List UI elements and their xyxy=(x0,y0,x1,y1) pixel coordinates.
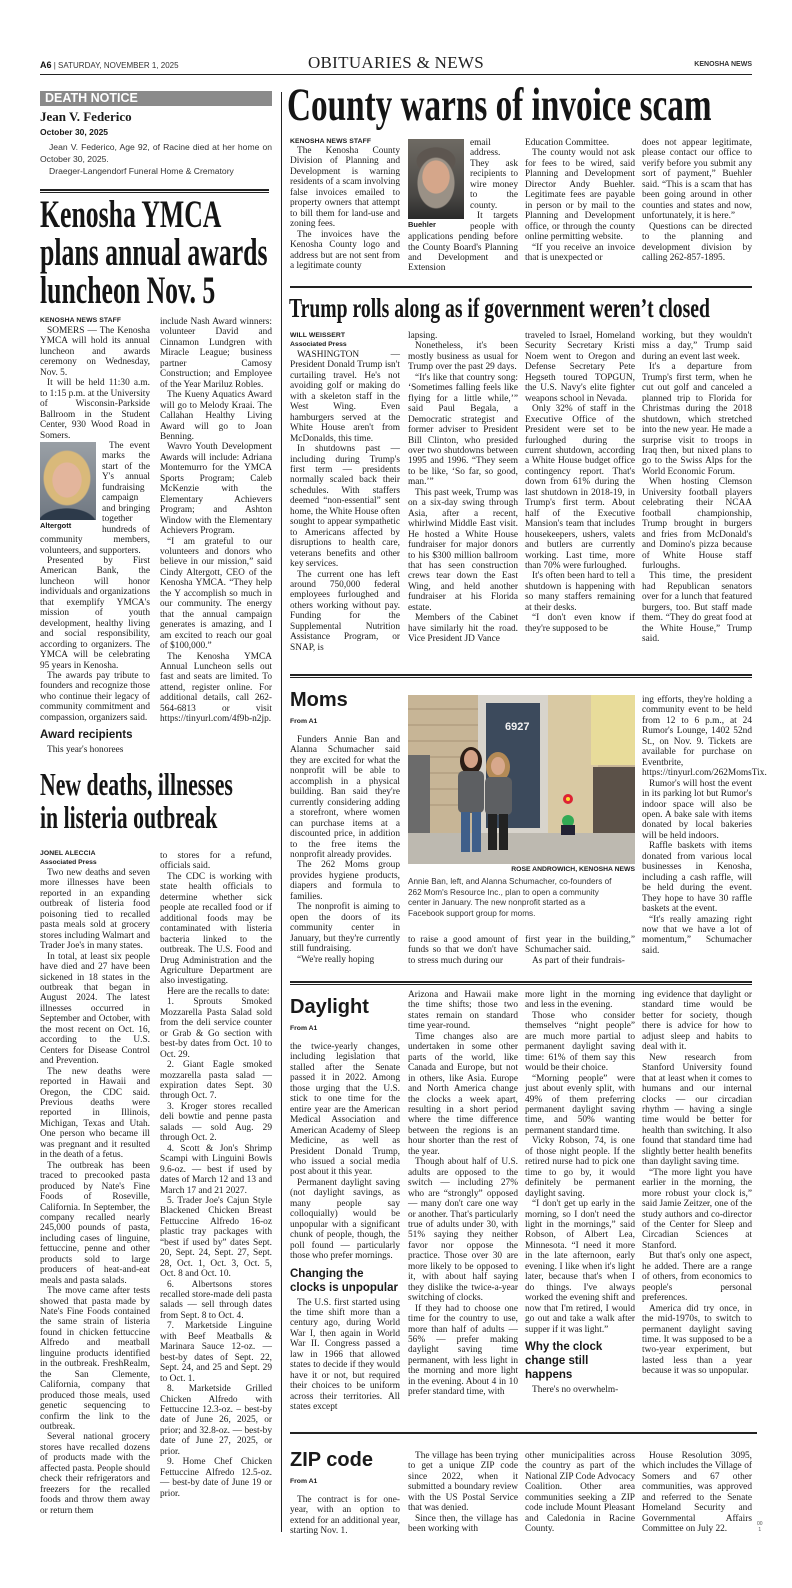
paragraph: 2. Giant Eagle smoked mozzarella pasta salad — expiration dates Sept. 30 through Oct. 7. xyxy=(160,1060,272,1102)
news-agency: Associated Press xyxy=(290,341,347,348)
text-column xyxy=(408,990,518,1416)
paragraph: It's a departure from Trump's first term, when he cut out golf and canceled a planned trip to Florida for Christmas during the 2018 shutdown, which stretched into the new year. He made a surprise visit to troops in Iraq then, but nixed plans to go to the Swiss Alps for the World Economic Forum. xyxy=(642,362,752,477)
paragraph: 7. Marketside Linguine with Beef Meatballs & Marinara Sauce 12-oz. — best-by dates of Sept. 22, Sept. 24, and 25 and Sept. 29 to Oct. 1. xyxy=(160,1321,272,1384)
paragraph: 4. Scott & Jon's Shrimp Scampi with Linguini Bowls 9.6-oz. — best if used by dates of March 12 and 13 and March 17 and 21 2027. xyxy=(160,1143,272,1196)
paragraph: Nonetheless, it's been mostly business as usual for Trump over the past 29 days. xyxy=(408,341,518,373)
paragraph: include Nash Award winners: volunteer David and Cinnamon Lundgren with Miracle League; business partner Camosy Construction; and Employee of the Year Mariluz Robles. xyxy=(160,317,272,390)
news-agency: Associated Press xyxy=(40,859,97,866)
page-folio: A6 | SATURDAY, NOVEMBER 1, 2025 xyxy=(40,60,179,70)
paragraph: does not appear legitimate, please contact our office to verify before you submit any sort of payment,” Buehler said. “This is a scam that has been going around in other counties and states and now, unfortunately, it is here.” xyxy=(642,138,752,222)
paragraph: The contract is for one-year, with an option to extend for an additional year, starting Nov. 1. xyxy=(290,1495,400,1537)
byline: WILL WEISSERT xyxy=(290,332,346,339)
jump-heading[interactable]: Moms xyxy=(290,689,348,711)
photo-caption: Buehler xyxy=(408,220,436,229)
paragraph: The current one has left around 750,000 federal employees furloughed and others working without pay. Funding for the Supplemental Nutrition Assistance Program, or SNAP, is xyxy=(290,569,400,653)
paragraph: New research from Stanford University found that at least when it comes to humans and our internal clocks — our circadian rhythm — having a single time would be better for health than switching. It also found that standard time had slightly better health benefits than daylight saving time. xyxy=(642,1052,752,1168)
paragraph: WASHINGTON — President Donald Trump isn't curtailing travel. He's not avoiding golf or making do with a skeleton staff in the West Wing. Even hamburgers served at the White House aren't from McDonalds, this time. xyxy=(290,350,400,444)
paragraph: The nonprofit is aiming to open the doors of its community center in January, but they're currently still fundraising. xyxy=(290,902,400,955)
paragraph: Education Committee. xyxy=(525,138,610,148)
paragraph: If they had to choose one time for the country to use, more than half of adults — 56% — prefer making daylight saving time permanent, with less light in the morning and more light in the evening. About 4 in 10 prefer standard time, with xyxy=(408,1303,518,1398)
paragraph: other municipalities across the country as part of the National ZIP Code Advocacy Coalition. Other area communities seeking a ZIP code include Mount Pleasant and Caledonia in Racine County. xyxy=(525,1451,635,1535)
page-code-line: 1 xyxy=(758,1527,762,1533)
jump-heading[interactable]: ZIP code xyxy=(290,1449,373,1471)
newspaper-name: KENOSHA NEWS xyxy=(694,61,752,68)
paragraph: SOMERS — The Kenosha YMCA will hold its annual luncheon and awards ceremony on Wednesday, Nov. 5. xyxy=(40,326,150,378)
paragraph: Time changes also are undertaken in some other parts of the world, like Canada and Europe, but not in others, like Asia. Europe and North America change the clocks a week apart, resulting in a short period where the time difference between the regions is an hour shorter than the rest of the year. xyxy=(408,1031,518,1157)
paragraph: Vicky Robson, 74, is one of those night people. If the retired nurse had to pick one time to go by, it would definitely be permanent daylight saving. xyxy=(525,1136,635,1199)
paragraph: The outbreak has been traced to precooked pasta produced by Nate's Fine Foods of Roseville, California. In September, the company recalled nearly 245,000 pounds of pasta, including cases of linguine, fettuccine, penne and other products sold to large producers of heat-and-eat meals and pasta salads. xyxy=(40,1160,150,1286)
header-rule xyxy=(40,74,752,75)
paragraph: more light in the morning and less in the evening. xyxy=(525,990,635,1011)
text-column xyxy=(40,849,150,1533)
paragraph: Permanent daylight saving (not daylight savings, as many people say colloquially) would be unpopular with a significant chunk of people, though, the poll found — particularly those who prefer mornings. xyxy=(290,1177,400,1262)
subhead: Why the clock change still happens xyxy=(525,1340,603,1381)
obituary-text xyxy=(40,141,272,177)
paragraph: The Kenosha YMCA Annual Luncheon sells out fast and seats are limited. To attend, register online. For additional details, call 262-564-6813 or visit https://tinyurl.com/4f9b-n2jp. xyxy=(160,651,272,725)
paragraph: working, but they wouldn't miss a day,” Trump said during an event last week. xyxy=(642,331,752,362)
paragraph: America did try once, in the mid-1970s, to switch to permanent daylight saving time. It was supposed to be a two-year experiment, but lasted less than a year because it was so unpopular. xyxy=(642,1303,752,1377)
paragraph: traveled to Israel, Homeland Security Secretary Kristi Noem went to Oregon and Defense Secretary Pete Hegseth toured TOPGUN, the U.S. Navy's elite fighter weapons school in Nevada. xyxy=(525,331,635,404)
paragraph: Those who consider themselves “night people” are much more partial to permanent daylight saving time: 61% of them say this would be their choice. xyxy=(525,1010,635,1074)
text-column xyxy=(525,138,635,284)
photo-figure xyxy=(40,442,96,531)
paragraph: “If you receive an invoice that is unexpected or xyxy=(525,242,635,263)
text-column xyxy=(290,993,400,1417)
byline: KENOSHA NEWS STAFF xyxy=(290,138,372,145)
text-column xyxy=(525,935,635,975)
page-code-line: 00 xyxy=(757,1521,763,1527)
photo-caption: Annie Ban, left, and Alanna Schumacher, co-founders of 262 Mom's Resource Inc., plan to open a community center in January. The new nonprofit started as a Facebook support group for moms. xyxy=(408,877,612,918)
section-rule xyxy=(290,1432,757,1434)
paragraph: 9. Home Chef Chicken Fettuccine Alfredo 12.5-oz. — best-by date of June 19 or prior. xyxy=(160,1457,272,1499)
paragraph: Funders Annie Ban and Alanna Schumacher said they are excited for what the nonprofit will be able to accomplish in a physical building. Ban said they're currently considering adding a storefront, where women can purchase items at a discounted price, in addition to the free items the nonprofit already provides. xyxy=(290,735,400,860)
paragraph: “I don't get up early in the morning, so I don't need the light in the mornings,” said Robson, of Albert Lea, Minnesota. “I need it more in the late afternoon, early evening. I like when it's light later, because that's when I do things. I've always worked the evening shift and now that I'm retired, I would go out and take a walk after supper if it was light.” xyxy=(525,1199,635,1335)
headline-line: in listeria outbreak xyxy=(40,799,218,835)
paragraph: 8. Marketside Grilled Chicken Alfredo with Fettuccine 12.3-oz. – best-by date of June 26, 2025, or prior; and 32.8-oz. — best-by date of June 27, 2025, or prior. xyxy=(160,1384,272,1457)
text-column xyxy=(408,1451,518,1535)
paragraph: “Morning people” were just about evenly split, with 49% of them preferring permanent daylight saving time, and 50% wanting permanent standard time. xyxy=(525,1073,635,1136)
paragraph: Raffle baskets with items donated from various local businesses in Kenosha, including a cash raffle, will be held during the event. They hope to have 30 raffle baskets at the event. xyxy=(642,841,752,915)
funeral-home: Draeger-Langendorf Funeral Home & Crematory xyxy=(49,166,234,176)
text-column xyxy=(408,138,518,284)
portrait-buehler-photo xyxy=(408,139,464,219)
paragraph: 1. Sprouts Smoked Mozzarella Pasta Salad sold from the deli service counter or Grab & Go section with best-by dates from Oct. 10 to Oct. 29. xyxy=(160,997,272,1060)
paragraph: “It's really amazing right now that we have a lot of momentum,” Schumacher said. xyxy=(642,914,752,956)
paragraph: “I am grateful to our volunteers and donors who believe in our mission,” said Cindy Altergott, CEO of the Kenosha YMCA. “They help the Y accomplish so much in our community. The energy that the annual campaign generates is amazing, and I am excited to reach our goal of $100,000.” xyxy=(160,536,272,652)
paragraph: “I don't even know if they're supposed to be xyxy=(525,613,635,634)
text-column xyxy=(642,138,752,284)
byline: JONEL ALECCIA xyxy=(40,850,96,857)
jump-heading[interactable]: Daylight xyxy=(290,996,369,1018)
paragraph: In total, at least six people have died and 27 have been sickened in 18 states in the outbreak that began in August 2024. The latest illnesses occurred in September and October, with the most recent on Oct. 16, according to the U.S. Centers for Disease Control and Prevention. xyxy=(40,951,150,1067)
paragraph: It will be held 11:30 a.m. to 1:15 p.m. at the University of Wisconsin-Parkside Ballroom in the Student Center, 930 Wood Road in Somers. xyxy=(40,378,150,441)
headline-trump[interactable]: Trump rolls along as if government weren’t closed xyxy=(289,293,710,323)
page-code xyxy=(757,1521,763,1533)
subhead: Changing the clocks is unpopular xyxy=(290,1267,398,1294)
text-column xyxy=(525,1451,635,1535)
paragraph: In shutdowns past — including during Trump's first term — presidents normally scaled back their schedules. With staffers deemed “non-essential” sent home, the White House often sought to appear sympathetic to Americans affected by disruptions to health care, veterans benefits and other key services. xyxy=(290,444,400,570)
text-column xyxy=(160,317,272,725)
text-column xyxy=(290,137,400,283)
paragraph: As part of their fundrais- xyxy=(532,955,625,966)
paragraph: Questions can be directed to the planning and development division by calling 262-857-1895. xyxy=(642,221,752,263)
paragraph: ing evidence that daylight or standard time would be better for society, though there is advice for how to adjust sleep and habits to deal with it. xyxy=(642,990,752,1053)
section-title: OBITUARIES & NEWS xyxy=(307,53,485,72)
paragraph: When hosting Clemson University football players celebrating their NCAA football championship, Trump brought in burgers and fries from McDonald's and Domino's pizza because of White House staff furloughs. xyxy=(642,477,752,571)
paragraph: Presented by First American Bank, the luncheon will honor individuals and organizations that exemplify YMCA's mission of youth development, healthy living and social responsibility, according to organizers. The YMCA will be celebrating 95 years in Kenosha. xyxy=(40,555,150,671)
obituary-name: Jean V. Federico xyxy=(40,109,132,124)
paragraph: The Kueny Aquatics Award will go to Melody Kraai. The Callahan Healthy Living Award will go to Joan Benning. xyxy=(160,390,272,442)
headline-line: luncheon Nov. 5 xyxy=(40,269,216,312)
text-column xyxy=(525,990,635,1416)
headline-county[interactable]: County warns of invoice scam xyxy=(287,79,712,131)
text-column xyxy=(642,1451,752,1535)
paragraph: Two new deaths and seven more illnesses have been reported in an expanding outbreak of listeria food poisoning tied to recalled pasta meals sold at grocery stores including Walmart and Trader Joe's in many states. xyxy=(40,868,150,952)
door-number: 6927 xyxy=(505,721,530,733)
subhead: Award recipients xyxy=(40,729,133,742)
paragraph: 5. Trader Joe's Cajun Style Blackened Chicken Breast Fettuccine Alfredo 16-oz plastic tray packages with “best if used by” dates Sept. 20, Sept. 24, Sept. 27, Sept. 28, Oct. 1, Oct. 3, Oct. 5, Oct. 8 and Oct. 10. xyxy=(160,1195,272,1280)
paragraph: Several national grocery stores have recalled dozens of products made with the affected pasta. People should check their refrigerators and freezers for the recalled foods and throw them away or return them xyxy=(40,1432,150,1516)
paragraph: The move came after tests showed that pasta made by Nate's Fine Foods contained the same strain of listeria found in chicken fettuccine Alfredo and meatball linguine products identified in the outbreak. FreshRealm, the San Clemente, California, company that produced those meals, used genetic sequencing to confirm the link to the outbreak. xyxy=(40,1286,150,1433)
paragraph: The CDC is working with state health officials to determine whether sick people ate recalled food or if additional foods may be contaminated with listeria bacteria linked to the outbreak. The U.S. Food and Drug Administration and the Agriculture Department are also investigating. xyxy=(160,871,272,987)
paragraph: “The more light you have earlier in the morning, the more robust your clock is,” said Jamie Zeitzer, one of the study authors and co-director of the Center for Sleep and Circadian Sciences at Stanford. xyxy=(642,1167,752,1251)
paragraph: the twice-yearly changes, including legislation that stalled after the Senate passed it in 2022. Among those urging that the U.S. stick to one time for the entire year are the American Medical Association and American Academy of Sleep Medicine, as well as President Donald Trump, who issued a social media post about it this year. xyxy=(290,1042,400,1178)
headline-ymca[interactable] xyxy=(40,193,268,312)
obituary-body: Jean V. Federico, Age 92, of Racine died at her home on October 30, 2025. xyxy=(40,142,272,164)
photo-figure xyxy=(408,139,464,230)
paragraph: The 262 Moms group provides hygiene products, diapers and formula to families. xyxy=(290,860,400,902)
paragraph: The event marks the start of the Y's annual fundraising campaign and bringing together hundreds of community members, volunteers, and supporters. xyxy=(40,440,150,556)
storefront-photo xyxy=(408,695,635,864)
death-notice-label: DEATH NOTICE xyxy=(40,91,272,106)
paragraph: “We're really hoping xyxy=(297,954,375,965)
text-column xyxy=(160,851,272,1535)
paragraph: The village has been trying to get a unique ZIP code since 2022, when it submitted a boundary review with the US Postal Service that was denied. xyxy=(408,1451,518,1514)
jump-line: From A1 xyxy=(290,1478,318,1485)
headline-listeria[interactable] xyxy=(40,768,233,834)
byline: KENOSHA NEWS STAFF xyxy=(40,317,122,324)
portrait-altergott-photo xyxy=(40,442,96,520)
paragraph: Rumor's will host the event in its parking lot but Rumor's indoor space will also be open. A bake sale with items donated by local bakeries will be held indoors. xyxy=(642,778,752,841)
text-column xyxy=(642,695,767,975)
column-divider xyxy=(281,92,282,1532)
paragraph: The new deaths were reported in Hawaii and Oregon, the CDC said. Previous deaths were reported in Illinois, Michigan, Texas and Utah. One person who became ill was pregnant and it resulted in the death of a fetus. xyxy=(40,1066,150,1161)
paragraph: first year in the building,” Schumacher said. xyxy=(525,935,635,956)
section-rule xyxy=(290,674,752,678)
section-rule xyxy=(290,981,752,985)
paragraph: to stores for a refund, officials said. xyxy=(160,851,272,872)
paragraph: The awards pay tribute to founders and recognize those who continue their legacy of community commitment and compassion, organizers said. xyxy=(40,670,150,723)
text-column xyxy=(642,990,752,1416)
paragraph: 3. Kroger stores recalled deli bowtie and penne pasta salads — sold Aug. 29 through Oct. 2. xyxy=(160,1101,272,1144)
obituary-date: October 30, 2025 xyxy=(40,127,109,137)
paragraph: to raise a good amount of funds so that we don't have to stress much during our xyxy=(408,935,518,966)
jump-line: From A1 xyxy=(290,1025,318,1032)
paragraph: Here are the recalls to date: xyxy=(167,986,270,997)
paragraph: House Resolution 3095, which includes the Village of Somers and 67 other communities, was approved and referred to the Senate Homeland Security and Governmental Affairs Committee on July 22. xyxy=(642,1451,752,1535)
paragraph: It targets people with applications pending before the County Board's Planning and Development and Extension xyxy=(408,211,518,274)
paragraph: The U.S. first started using the time shift more than a century ago, during World War I, then again in World War II. Congress passed a law in 1966 that allowed states to decide if they would have it or not, but required their choices to be uniform across their territories. All states except xyxy=(290,1297,400,1413)
jump-line: From A1 xyxy=(290,718,318,725)
paragraph: This past week, Trump was on a six-day swing through Asia, after a recent, whirlwind Middle East visit. He hosted a White House fundraiser for major donors to his $300 million ballroom that has seen construction crews tear down the East Wing, and held another fundraiser at his Florida estate. xyxy=(408,487,518,613)
text-column xyxy=(525,331,635,657)
paragraph: ing efforts, they're holding a community event to be held from 12 to 6 p.m., at 24 Rumor's Lounge, 1402 52nd St., on Nov. 9. Tickets are available for purchase on Eventbrite, https://tinyurl.com/262MomsTix. xyxy=(642,695,767,779)
headline-line: plans annual awards xyxy=(40,231,268,274)
headline-line: Kenosha YMCA xyxy=(40,193,222,236)
photo-caption: Altergott xyxy=(40,520,72,530)
paragraph: The Kenosha County Division of Planning and Development is warning residents of a scam involving false invoices emailed to property owners that attempt to bill them for land-use and zoning fees. xyxy=(290,146,400,230)
text-column xyxy=(290,1446,400,1536)
moms-photo xyxy=(408,695,635,864)
section-rule xyxy=(290,286,752,288)
text-column xyxy=(642,331,752,657)
paragraph: The county would not ask for fees to be wired, said Planning and Development Director Andy Buehler. Legitimate fees are payable in person or by mail to the Planning and Development office, or through the county online permitting website. xyxy=(525,148,635,243)
paragraph: Though about half of U.S. adults are opposed to the switch — including 27% who are “strongly” opposed — many don't care one way or another. That's particularly true of adults under 30, with 51% saying they neither favor nor oppose the practice. Those over 30 are more likely to be opposed to it, with about half saying they dislike the twice-a-year switching of clocks. xyxy=(408,1157,518,1304)
paragraph: The invoices have the Kenosha County logo and address but are not sent from a legitimate county xyxy=(290,229,400,271)
paragraph: It's often been hard to tell a shutdown is happening with so many staffers remaining at their desks. xyxy=(525,571,635,613)
paragraph: There's no overwhelm- xyxy=(532,1384,619,1395)
text-column xyxy=(408,935,518,975)
text-column xyxy=(408,331,518,657)
paragraph: email address. They ask recipients to wire money to the county. xyxy=(470,138,518,211)
paragraph: Since then, the village has been working with xyxy=(408,1513,518,1535)
text-column xyxy=(290,331,400,657)
paragraph: “It's like that country song: ‘Sometimes falling feels like flying for a little while,’” said Paul Begala, a Democratic strategist and former adviser to President Bill Clinton, who presided over two shutdowns between 1995 and 1996. “They seem to be like, ‘So far, so good, man.’” xyxy=(408,372,518,488)
paragraph: Wavro Youth Development Awards will include: Adriana Montemurro for the YMCA Sports Program; Caleb McKenzie with the Elementary Achievers Program; and Ashton Window with the Elementary Achievers Program. xyxy=(160,442,272,537)
text-column xyxy=(290,686,400,976)
paragraph: Arizona and Hawaii make the time shifts; those two states remain on standard time year-round. xyxy=(408,990,518,1032)
issue-date: SATURDAY, NOVEMBER 1, 2025 xyxy=(58,61,179,70)
headline-line: New deaths, illnesses xyxy=(40,766,233,802)
text-column xyxy=(40,316,150,756)
paragraph: lapsing. xyxy=(408,331,438,341)
paragraph: 6. Albertsons stores recalled store-made deli pasta salads — sell through dates from Sept. 8 to Oct. 4. xyxy=(160,1279,272,1321)
paragraph: Only 32% of staff in the Executive Office of the President were set to be furloughed during the current shutdown, according a White House budget office contingency report. That's down from 61% during the last shutdown in 2018-19, in Trump's first term. About half of the Executive Mansion's team that includes housekeepers, ushers, valets and butlers are currently working. Last time, more than 70% were furloughed. xyxy=(525,404,635,571)
paragraph: This time, the president had Republican senators over for a lunch that featured burgers, too. But staff made them. “They do great food at the White House,” Trump said. xyxy=(642,571,752,645)
paragraph: But that's only one aspect, he added. There are a range of others, from economics to people's personal preferences. xyxy=(642,1251,752,1304)
paragraph: This year's honorees xyxy=(47,745,124,756)
paragraph: Members of the Cabinet have similarly hit the road. Vice President JD Vance xyxy=(408,613,518,645)
page-number: A6 xyxy=(40,60,52,70)
photo-credit: ROSE ANDROWICH, KENOSHA NEWS xyxy=(511,866,635,873)
